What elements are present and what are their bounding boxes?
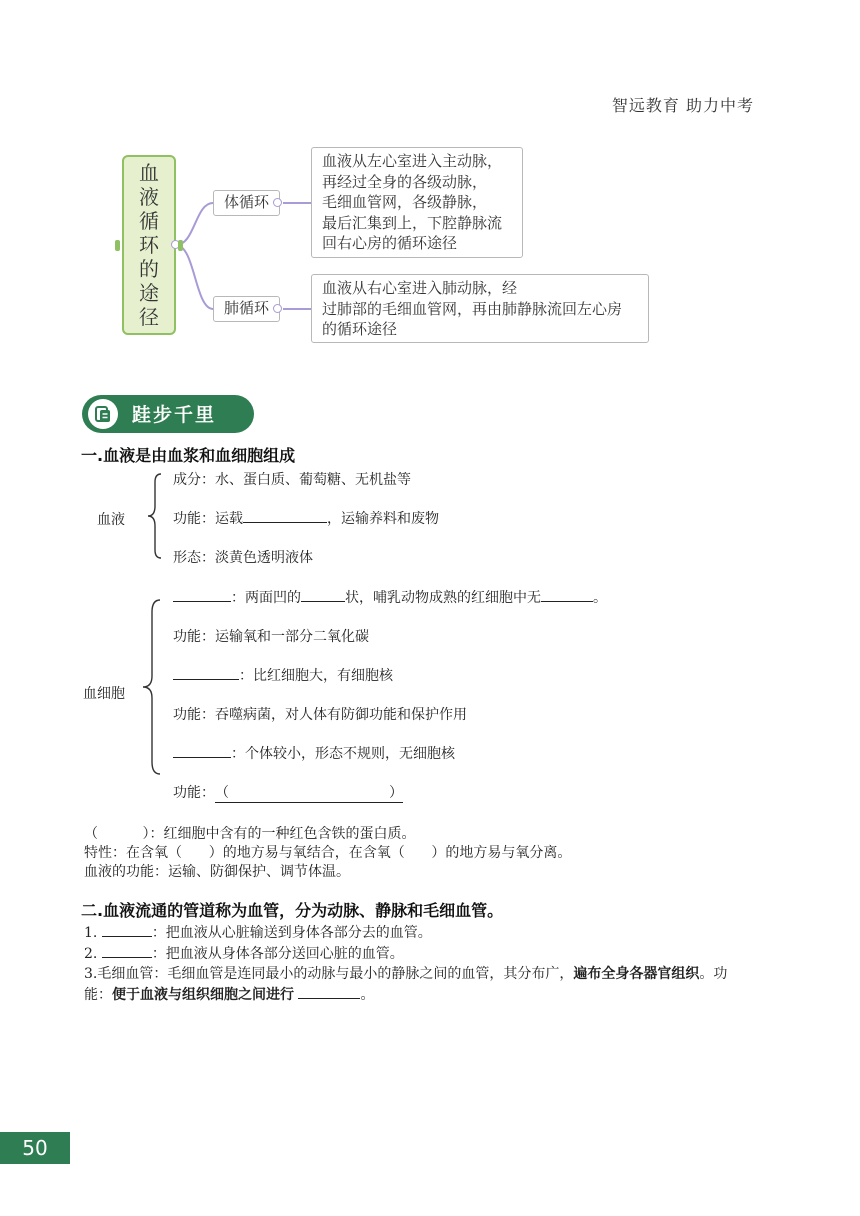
item-text: 3.毛细血管：毛细血管是连同最小的动脉与最小的静脉之间的血管，其分布广， <box>84 966 574 982</box>
rbc-function: 功能：运输氧和一部分二氧化碳 <box>173 629 369 645</box>
plasma-function-suffix: ，运输养料和废物 <box>327 511 439 527</box>
plasma-group-label: 血液 <box>97 512 125 528</box>
detail-line: 的循环途径 <box>322 320 398 338</box>
root-char: 液 <box>139 185 159 209</box>
item-text: 能： <box>84 987 112 1003</box>
item-bold-text: 遍布全身各器官组织 <box>573 966 700 982</box>
section-tag <box>82 395 254 433</box>
detail-systemic-circulation <box>311 147 523 258</box>
platelet-function-prefix: 功能： <box>173 785 215 801</box>
item-text: ：把血液从心脏输送到身体各部分去的血管。 <box>151 925 432 941</box>
header-brand: 智远教育 助力中考 <box>611 96 754 115</box>
root-char: 途 <box>139 281 159 305</box>
vessel-item-2 <box>84 943 404 963</box>
detail-line: 毛细血管网，各级静脉， <box>322 193 488 211</box>
detail-line: 最后汇集到上，下腔静脉流 <box>322 213 503 232</box>
plasma-brace-icon <box>145 472 165 560</box>
vessel-item-3 <box>84 963 727 983</box>
detail-line: 血液从左心室进入主动脉， <box>322 152 503 170</box>
fill-blank[interactable] <box>298 984 360 999</box>
item-number: 2. <box>84 946 98 962</box>
platelet-function-blank[interactable] <box>215 782 403 803</box>
plasma-function-prefix: 功能：运载 <box>173 511 243 527</box>
branch-pulmonary-circulation[interactable] <box>213 296 280 322</box>
fill-blank[interactable] <box>173 743 231 758</box>
detail-line: 回右心房的循环途径 <box>322 234 458 252</box>
wbc-function: 功能：吞噬病菌，对人体有防御功能和保护作用 <box>173 707 467 723</box>
hemoglobin-line: （ ）：红细胞中含有的一种红色含铁的蛋白质。 <box>84 826 416 842</box>
fill-blank[interactable] <box>173 587 231 602</box>
branch-label: 肺循环 <box>224 299 270 317</box>
item-bold-text: 便于血液与组织细胞之间进行 <box>112 987 294 1003</box>
collapse-toggle-icon[interactable] <box>273 304 282 313</box>
cells-brace-icon <box>140 598 164 776</box>
root-char: 的 <box>139 257 159 281</box>
rbc-line <box>173 587 607 607</box>
vessel-item-1 <box>84 922 432 942</box>
item-text: 。 <box>360 987 375 1003</box>
root-char: 血 <box>139 161 159 185</box>
fill-blank[interactable] <box>541 587 593 602</box>
item-number: 1. <box>84 925 98 941</box>
fill-blank[interactable] <box>102 943 152 958</box>
hemoglobin-property: 特性：在含氧（ ）的地方易与氧结合，在含氧（ ）的地方易与氧分离。 <box>84 845 572 861</box>
plasma-function <box>173 508 439 528</box>
branch-systemic-circulation[interactable] <box>213 190 280 216</box>
detail-line: 过肺部的毛细血管网，再由肺静脉流回左心房 <box>322 299 623 318</box>
blood-function: 血液的功能：运输、防御保护、调节体温。 <box>84 864 350 880</box>
section-title: 跬步千里 <box>132 404 217 426</box>
part1-heading: 一.血液是由血浆和血细胞组成 <box>81 446 296 465</box>
root-char: 环 <box>139 233 159 257</box>
rbc-text-a: ：两面凹的 <box>231 590 301 606</box>
wbc-line <box>173 665 393 685</box>
plasma-composition: 成分：水、蛋白质、葡萄糖、无机盐等 <box>173 472 411 488</box>
notebook-icon <box>88 399 118 429</box>
root-char: 径 <box>139 305 159 329</box>
paren-close: ） <box>389 785 403 801</box>
root-char: 循 <box>139 209 159 233</box>
vessel-item-3-cont <box>84 984 374 1004</box>
mindmap-root-node[interactable] <box>122 155 176 335</box>
wbc-text: ：比红细胞大，有细胞核 <box>239 668 393 684</box>
rbc-text-c: 。 <box>593 590 607 606</box>
page-number: 50 <box>0 1132 70 1164</box>
cells-group-label: 血细胞 <box>83 686 125 702</box>
fill-blank[interactable] <box>301 587 345 602</box>
part2-heading: 二.血液流通的管道称为血管，分为动脉、静脉和毛细血管。 <box>81 901 504 920</box>
detail-pulmonary-circulation <box>311 274 649 343</box>
branch-label: 体循环 <box>224 193 270 211</box>
detail-line: 再经过全身的各级动脉， <box>322 172 488 191</box>
paren-open: （ <box>215 785 229 801</box>
fill-blank[interactable] <box>243 508 327 523</box>
platelet-text: ：个体较小，形态不规则，无细胞核 <box>231 746 455 762</box>
collapse-toggle-icon[interactable] <box>273 198 282 207</box>
fill-blank[interactable] <box>102 922 152 937</box>
rbc-text-b: 状，哺乳动物成熟的红细胞中无 <box>345 590 541 606</box>
detail-line: 血液从右心室进入肺动脉，经 <box>322 279 518 297</box>
item-text: 。功 <box>699 966 728 982</box>
root-left-handle[interactable] <box>115 240 120 251</box>
item-text: ：把血液从身体各部分送回心脏的血管。 <box>151 946 404 962</box>
platelet-function <box>173 782 403 803</box>
platelet-line <box>173 743 455 763</box>
fill-blank[interactable] <box>173 665 239 680</box>
plasma-form: 形态：淡黄色透明液体 <box>173 550 313 566</box>
root-right-handle[interactable] <box>178 240 183 251</box>
